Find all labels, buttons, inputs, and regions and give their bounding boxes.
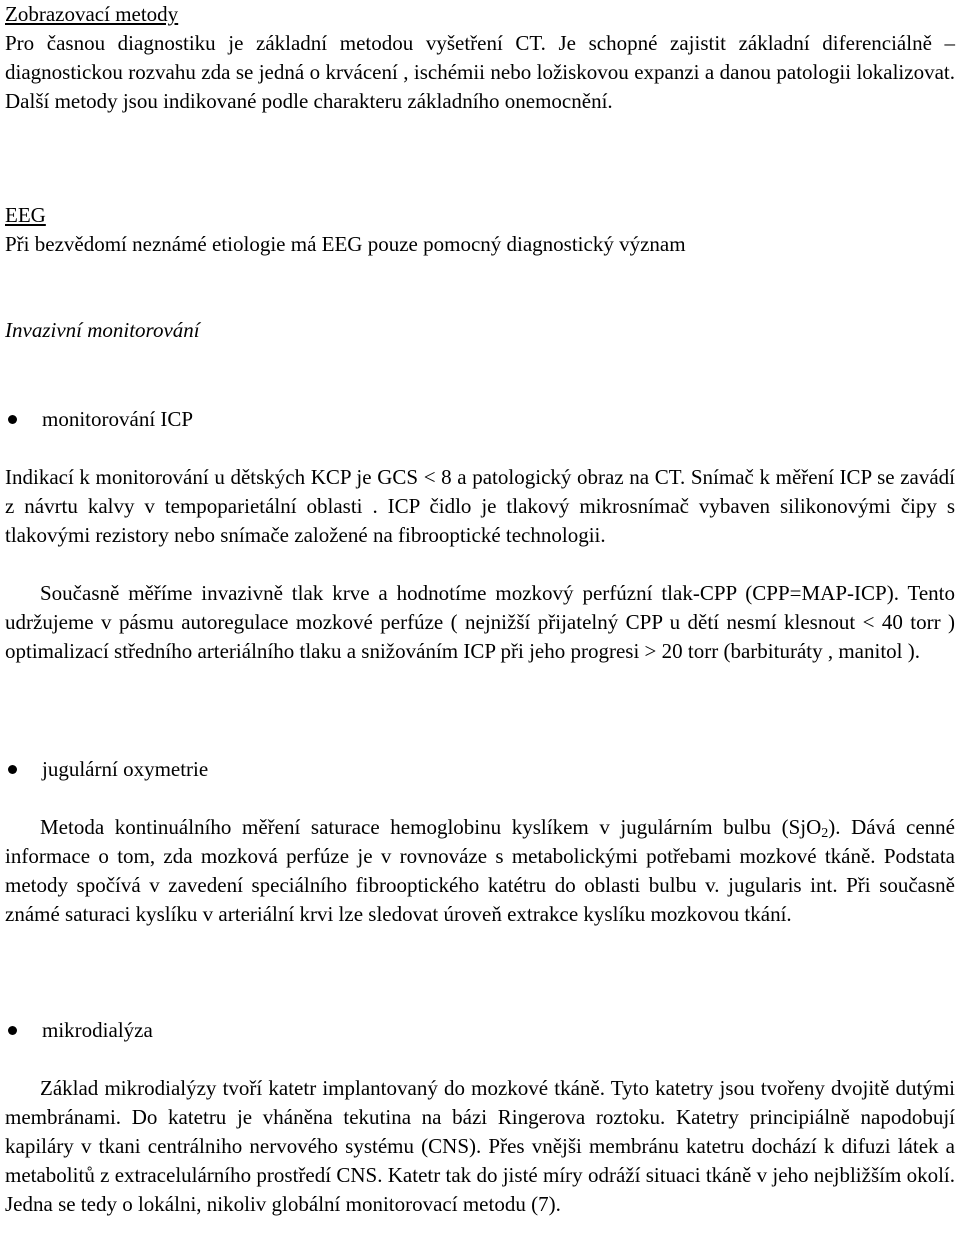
bullet-icon bbox=[8, 415, 17, 424]
paragraph-icp-2: Současně měříme invazivně tlak krve a hodnotíme mozkový perfúzní tlak-CPP (CPP=MAP-ICP). Tento udržujeme v pásmu autoregulace mozkové perfúze ( nejnižší přijatelný CPP u dětí nesmí klesnout < 40 torr ) optimalizací středního arteriálního tlaku a snižováním ICP při jeho progresi > 20 torr (barbituráty , manitol ). bbox=[5, 581, 955, 663]
paragraph-jugular-start: Metoda kontinuálního měření saturace hemoglobinu kyslíkem v jugulárním bulbu (SjO bbox=[40, 815, 822, 839]
bullet-item-icp bbox=[5, 405, 955, 434]
section-heading-imaging: Zobrazovací metody bbox=[5, 2, 179, 26]
bullet-item-jugular bbox=[5, 755, 955, 784]
bullet-label-microdialysis: mikrodialýza bbox=[42, 1018, 153, 1042]
bullet-icon bbox=[8, 765, 17, 774]
bullet-label-icp: monitorování ICP bbox=[42, 407, 194, 431]
paragraph-icp-1: Indikací k monitorování u dětských KCP je GCS < 8 a patologický obraz na CT. Snímač k měření ICP se zavádí z návrtu kalvy v tempoparietální oblasti . ICP čidlo je tlakový mikrosnímač vybaven silikonovými čipy s tlakovými rezistory nebo snímače založené na fibrooptické technologii. bbox=[5, 465, 955, 547]
paragraph-jugular-end: ). Dává cenné informace o tom, zda mozková perfúze je v rovnováze s metabolickými potřebami mozkové tkáně. Podstata metody spočívá v zavedení speciálního fibrooptického katétru do oblasti bulbu v. jugularis int. Při současně známé saturaci kyslíku v arteriální krvi lze sledovat úroveň extrakce kyslíku mozkovou tkání. bbox=[5, 815, 955, 926]
paragraph-jugular bbox=[5, 813, 955, 929]
paragraph-imaging: Pro časnou diagnostiku je základní metodou vyšetření CT. Je schopné zajistit základní diferenciálně – diagnostickou rozvahu zda se jedná o krvácení , ischémii nebo ložiskovou expanzi a danou patologii lokalizovat. Další metody jsou indikované podle charakteru základního onemocnění. bbox=[5, 31, 955, 113]
section-heading-invasive: Invazivní monitorování bbox=[5, 318, 200, 342]
paragraph-eeg: Při bezvědomí neznámé etiologie má EEG pouze pomocný diagnostický význam bbox=[5, 232, 686, 256]
subscript-2: 2 bbox=[821, 826, 829, 841]
section-heading-eeg: EEG bbox=[5, 203, 46, 227]
bullet-icon bbox=[8, 1026, 17, 1035]
bullet-item-microdialysis bbox=[5, 1016, 955, 1045]
bullet-label-jugular: jugulární oxymetrie bbox=[42, 757, 209, 781]
paragraph-microdialysis: Základ mikrodialýzy tvoří katetr implantovaný do mozkové tkáně. Tyto katetry jsou tvořeny dvojitě dutými membránami. Do katetru je vháněna tekutina na bázi Ringerova roztoku. Katetry principiálně napodobují kapiláry v tkani centrálniho nervového systému (CNS). Přes vnějši membránu katetru dochází k difuzi látek a metabolitů z extracelulárního prostředí CNS. Katetr tak do jisté míry odráží situaci tkáně v jeho nejbližším okolí. Jedna se tedy o lokálni, nikoliv globální monitorovací metodu (7). bbox=[5, 1076, 955, 1216]
